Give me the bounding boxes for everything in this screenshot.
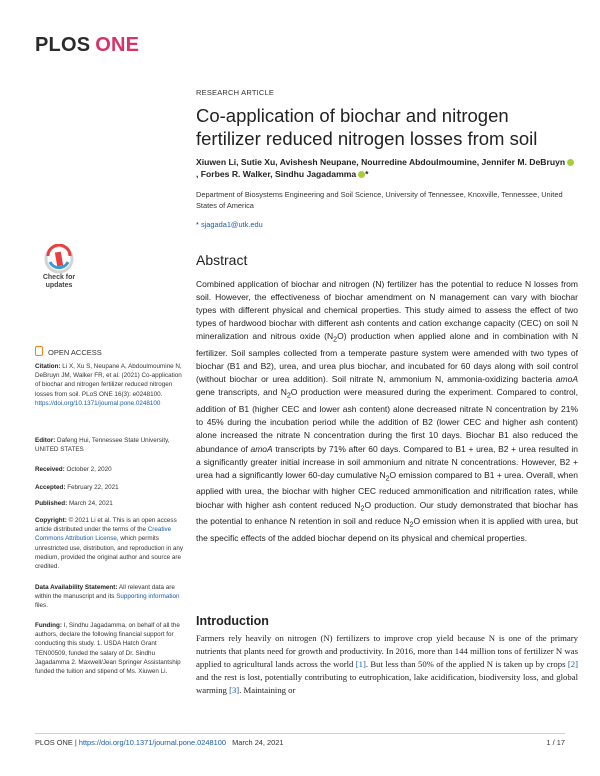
page-footer <box>35 738 565 747</box>
abstract-heading: Abstract <box>196 252 248 268</box>
footer-divider <box>35 733 565 734</box>
authors-line2c: * <box>365 169 369 179</box>
supporting-information-link[interactable]: Supporting information <box>116 593 180 601</box>
authors-line2b: , Forbes R. Walker, Sindhu Jagadamma <box>196 169 357 179</box>
citation-label: Citation: <box>35 363 61 370</box>
copyright-text1: © 2021 Li et al. This is an open access article distributed under the terms of the <box>35 517 177 534</box>
authors-line1: Xiuwen Li, Sutie Xu, Avishesh Neupane, Nourredine Abdoulmoumine, Jennifer <box>196 157 515 167</box>
citation-block <box>35 362 185 408</box>
check-for-updates-badge[interactable] <box>33 244 85 296</box>
authors-line2a: M. DeBruyn <box>517 157 566 167</box>
received-block <box>35 465 185 474</box>
logo-plos: PLOS <box>35 34 91 56</box>
author-list <box>196 156 576 180</box>
copyright-label: Copyright: <box>35 517 67 524</box>
abstract-text: Combined application of biochar and nitrogen (N) fertilizer has the potential to reduce N losses from soil. However, the effectiveness of biochar amendment on N management can vary with biochar types with different physical and chemical properties. This study aimed to assess the effect of two types of hardwood biochar with different ash contents and cation exchange capacity (CEC) on soil N mineralization and nitrous oxide $(N_2O)$ production when applied alone and in combination with N fertilizer. Soil samples collected from a temperate pasture system were amended with two types of biochar (B1 and B2), urea, and urea plus biochar, and incubated for 60 days along with soil control (without biochar or urea addition). Soil nitrate N, ammonium N, ammonia-oxidizing bacteria amoA gene transcripts, and $N_2O$ production were measured during the experiment. Compared to control, addition of B1 (higher CEC and lower ash content) alone decreased nitrate N concentration by 21% to 45% during the incubation period while the addition of B2 (lower CEC and higher ash content) alone increased the nitrate N concentration during the first 10 days. Biochar B1 also reduced the abundance of amoA transcripts by 71% after 60 days. Compared to B1 + urea, B2 + urea resulted in a significantly greater initial increase in soil ammonium and nitrate N concentrations. However, B2 + urea had a significantly lower 60-day cumulative $N_2O$ emission compared to B1 + urea. Overall, when applied with urea, the biochar with higher CEC reduced ammonification and nitrification rates, while biochar with higher ash content reduced $N_2O$ production. Our study demonstrated that biochar has the potential to enhance N retention in soil and reduce $N_2O$ emission when it is applied with urea, but the specific effects of the added biochar depend on its physical and chemical properties. <box>196 279 578 544</box>
article-title: Co-application of biochar and nitrogen fertilizer reduced nitrogen losses from soil <box>196 105 538 149</box>
published-block <box>35 499 185 508</box>
logo-one: ONE <box>95 34 140 56</box>
editor-block <box>35 436 185 454</box>
accepted-date: February 22, 2021 <box>67 484 119 491</box>
published-label: Published: <box>35 500 68 507</box>
copyright-text2: , which permits unrestricted use, distribution, and reproduction in any medium, provided the original author and source are credited. <box>35 535 184 571</box>
open-access-lock-icon <box>35 346 43 356</box>
introduction-text: Farmers rely heavily on nitrogen (N) fertilizers to improve crop yield because N is one of the primary nutrients that plants need for growth and productivity. In 2016, more than 144 million tons of fertilizer N was applied to agricultural lands across the world [1]. But less than 50% of the applied N is taken up by crops [2] and the rest is lost, potentially contributing to eutrophication, lake acidification, biodiversity loss, and global warming [3]. Maintaining or <box>196 633 578 696</box>
plos-one-logo <box>35 34 139 57</box>
orcid-icon[interactable] <box>567 159 574 166</box>
citation-text: Li X, Xu S, Neupane A, Abdoulmoumine N, DeBruyn JM, Walker FR, et al. (2021) Co-application of biochar and nitrogen fertilizer reduced nitrogen losses from soil. PLoS ONE 16(3): e0248100. <box>35 363 182 398</box>
copyright-block <box>35 516 185 571</box>
footer-doi-link[interactable]: https://doi.org/10.1371/journal.pone.0248100 <box>78 738 226 747</box>
open-access-label: OPEN ACCESS <box>35 346 185 357</box>
affiliation: Department of Biosystems Engineering and Soil Science, University of Tennessee, Knoxville, Tennessee, United States of America <box>196 190 563 210</box>
data-availability-label: Data Availability Statement: <box>35 584 118 591</box>
received-label: Received: <box>35 466 65 473</box>
data-availability-block <box>35 583 185 611</box>
correspondence <box>196 220 263 229</box>
badge-line1: Check for <box>42 274 76 281</box>
page-number: 1 / 17 <box>546 738 565 747</box>
received-date: October 2, 2020 <box>66 466 112 473</box>
funding-text: I, Sindhu Jagadamma, on behalf of all the authors, declare the following financial support for conducting this study. 1. USDA Hatch Grant TEN00509, funded the salary of Dr. Sindhu Jagadamma 2. Maxwell/Jean Springer Assistantship funded the tuition and stipend of Ms. Xiuwen Li. <box>35 622 181 676</box>
citation-doi-link[interactable]: https://doi.org/10.1371/journal.pone.0248100 <box>35 399 161 407</box>
corresp-email-link[interactable]: sjagada1@utk.edu <box>200 220 263 229</box>
data-availability-text1: All relevant data are within the manuscript and its <box>35 584 175 601</box>
data-availability-text2: files. <box>35 602 48 610</box>
article-type: RESEARCH ARTICLE <box>196 88 275 97</box>
editor-label: Editor: <box>35 437 56 444</box>
corresp-prefix: * <box>196 220 201 229</box>
license-link[interactable]: Creative Commons Attribution License <box>35 526 172 543</box>
footer-date: March 24, 2021 <box>232 738 284 747</box>
introduction-heading: Introduction <box>196 614 269 628</box>
accepted-label: Accepted: <box>35 484 66 491</box>
reference-link[interactable]: [3] <box>229 685 240 696</box>
published-date: March 24, 2021 <box>68 500 113 507</box>
badge-line2: updates <box>45 282 73 289</box>
funding-label: Funding: <box>35 622 62 629</box>
reference-link[interactable]: [2] <box>567 659 578 670</box>
editor-text: Dafeng Hui, Tennessee State University, UNITED STATES <box>35 437 170 454</box>
reference-link[interactable]: [1] <box>355 659 366 670</box>
check-for-updates-icon <box>43 244 75 274</box>
footer-journal: PLOS ONE | <box>35 738 79 747</box>
funding-block <box>35 621 185 676</box>
accepted-block <box>35 483 185 492</box>
